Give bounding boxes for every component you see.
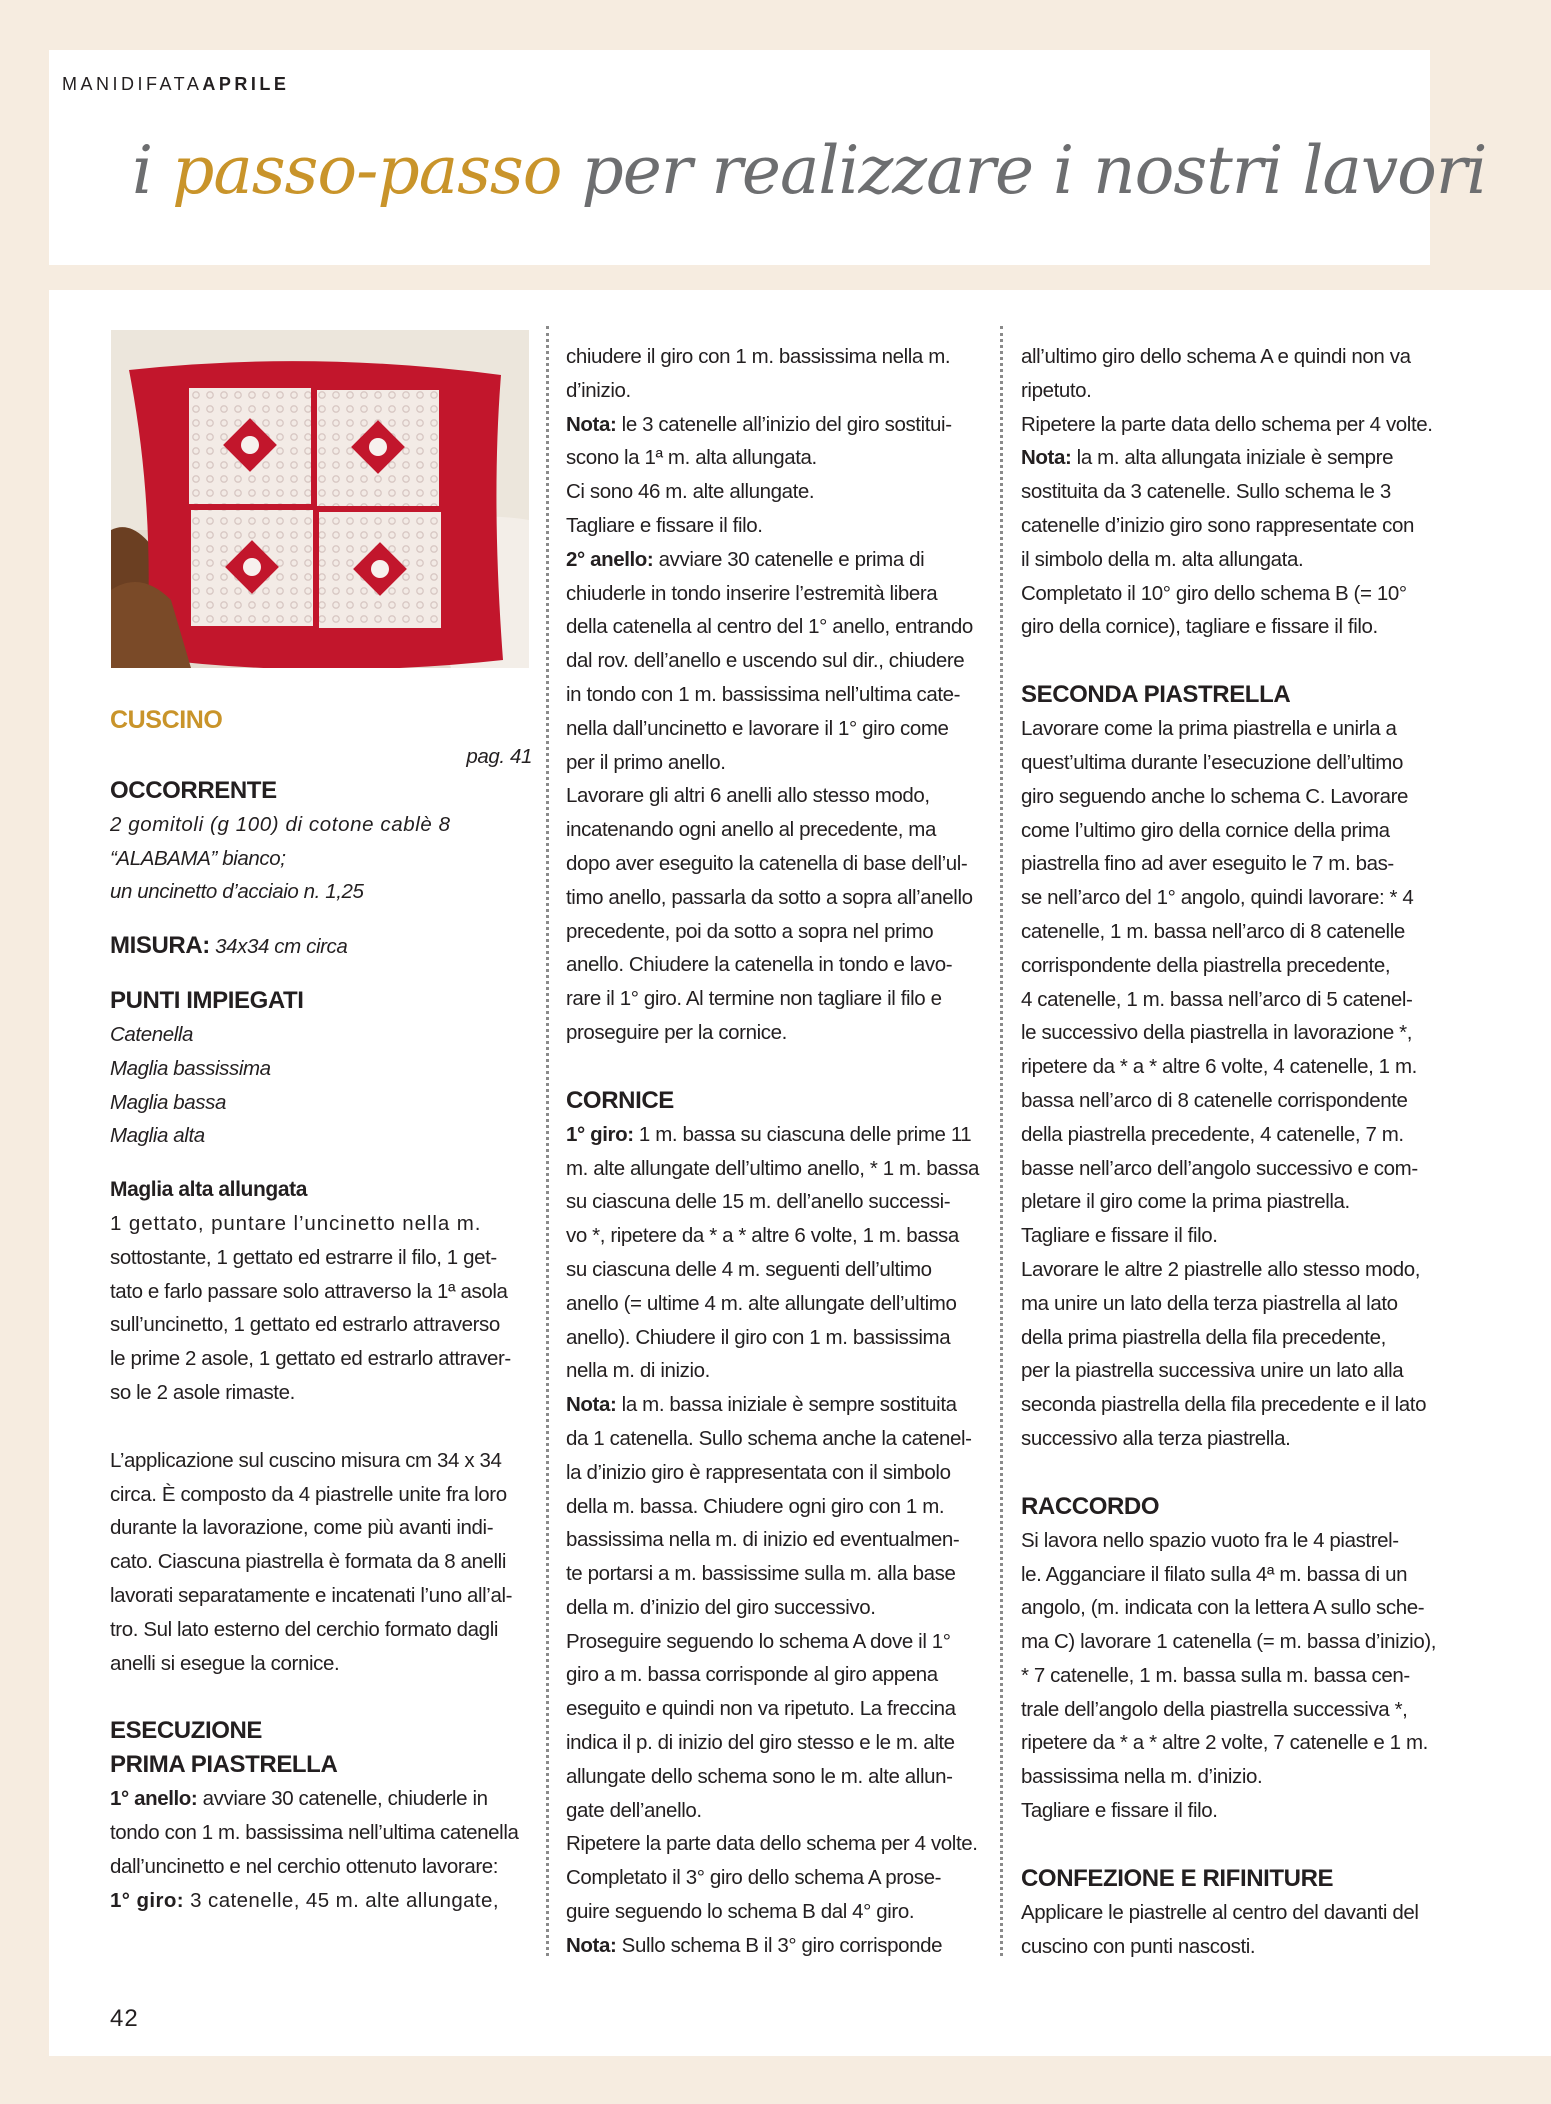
text-line: angolo, (m. indicata con la lettera A sullo sche- [1021,1596,1425,1620]
heading-punti: PUNTI IMPIEGATI [110,986,304,1014]
text-line: trale dell’angolo della piastrella successiva *, [1021,1697,1408,1721]
heading-raccordo: RACCORDO [1021,1492,1160,1520]
text-line: dal rov. dell’anello e uscendo sul dir., chiudere [566,649,965,673]
text-line: anello). Chiudere il giro con 1 m. bassissima [566,1325,951,1349]
text-line: Ripetere la parte data dello schema per 4 volte. [1021,412,1433,436]
text-line: m. alte allungate dell’ultimo anello, * 1 m. bassa [566,1156,980,1180]
text-line: bassissima nella m. di inizio ed eventualmen- [566,1528,960,1552]
text-line: circa. È composto da 4 piastrelle unite fra loro [110,1482,507,1506]
text-line: piastrella fino ad aver eseguito le 7 m. bas- [1021,852,1394,876]
text-line: allungate dello schema sono le m. alte allun- [566,1764,953,1788]
text-line: ma unire un lato della terza piastrella al lato [1021,1291,1398,1315]
text-line: anelli si esegue la cornice. [110,1651,340,1675]
heading-esecuzione: ESECUZIONE [110,1717,263,1745]
column-2 [566,340,990,1963]
text-line: 1° anello: avviare 30 catenelle, chiuderle in [110,1787,488,1811]
text-line: da 1 catenella. Sullo schema anche la catenel- [566,1426,972,1450]
text-line: ripetere da * a * altre 6 volte, 4 catenelle, 1 m. [1021,1055,1417,1079]
text-line: all’ultimo giro dello schema A e quindi non va [1021,345,1411,368]
text-line: sostituita da 3 catenelle. Sullo schema le 3 [1021,480,1391,504]
text-line: Proseguire seguendo lo schema A dove il 1° [566,1629,951,1653]
text-line: proseguire per la cornice. [566,1020,787,1044]
text-line: della piastrella precedente, 4 catenelle, 7 m. [1021,1122,1404,1146]
text-line: L’applicazione sul cuscino misura cm 34 x 34 [110,1448,502,1472]
punto-item: Catenella [110,1022,194,1046]
occorrente-line: 2 gomitoli (g 100) di cotone cablè 8 [110,812,451,836]
text-line: cato. Ciascuna piastrella è formata da 8 anelli [110,1550,506,1574]
text-line: Nota: le 3 catenelle all’inizio del giro sostitui- [566,412,952,436]
column-3 [1021,340,1445,1963]
text-line: Si lavora nello spazio vuoto fra le 4 piastrel- [1021,1528,1399,1552]
text-line: Completato il 10° giro dello schema B (= 10° [1021,581,1407,605]
text-line: corrispondente della piastrella precedente, [1021,953,1391,977]
page-reference: pag. 41 [466,745,532,768]
text-line: su ciascuna delle 15 m. dell’anello successi- [566,1190,951,1214]
text-line: bassissima nella m. d’inizio. [1021,1765,1263,1789]
text-line: eseguito e quindi non va ripetuto. La freccina [566,1697,956,1721]
text-line: giro della cornice), tagliare e fissare il filo. [1021,615,1378,639]
text-line: Tagliare e fissare il filo. [1021,1799,1218,1823]
text-line: Completato il 3° giro dello schema A prose- [566,1866,942,1890]
text-line: successivo alla terza piastrella. [1021,1426,1291,1450]
text-line: bassa nell’arco di 8 catenelle corrispondente [1021,1088,1408,1112]
text-line: te portarsi a m. bassissime sulla m. alla base [566,1562,956,1586]
text-line: nella dall’uncinetto e lavorare il 1° giro come [566,716,949,740]
section-heading-cuscino: CUSCINO [110,706,223,734]
text-line: della prima piastrella della fila precedente, [1021,1325,1386,1349]
text-line: le prime 2 asole, 1 gettato ed estrarlo attraver- [110,1347,511,1371]
heading-seconda-piastrella: SECONDA PIASTRELLA [1021,681,1291,709]
text-line: dopo aver eseguito la catenella di base dell’ul- [566,851,968,875]
text-line: Ripetere la parte data dello schema per 4 volte. [566,1832,978,1856]
punto-item: Maglia alta [110,1124,205,1148]
text-line: sull’uncinetto, 1 gettato ed estrarlo attraverso [110,1313,500,1337]
title-accent: passo-passo [172,132,562,209]
text-line: tondo con 1 m. bassissima nell’ultima catenella [110,1821,519,1845]
text-line: indica il p. di inizio del giro stesso e le m. alte [566,1731,955,1755]
text-line: 1° giro: 1 m. bassa su ciascuna delle prime 11 [566,1122,972,1146]
text-line: anello (= ultime 4 m. alte allungate dell’ultimo [566,1291,957,1315]
text-line: pletare il giro come la prima piastrella. [1021,1190,1350,1214]
punto-item: Maglia bassissima [110,1056,271,1080]
text-line: precedente, poi da sotto a sopra nel primo [566,919,934,943]
column-divider-1 [546,326,549,1956]
text-line: so le 2 asole rimaste. [110,1380,295,1404]
text-line: della catenella al centro del 1° anello, entrando [566,615,973,639]
text-line: Ci sono 46 m. alte allungate. [566,480,815,504]
text-line: la d’inizio giro è rappresentata con il simbolo [566,1460,951,1484]
cushion-photo [111,330,529,668]
text-line: 4 catenelle, 1 m. bassa nell’arco di 5 catenel- [1021,987,1413,1011]
text-line: Nota: la m. bassa iniziale è sempre sostituita [566,1393,957,1417]
text-line: tato e farlo passare solo attraverso la 1ª asola [110,1279,508,1303]
text-line: guire seguendo lo schema B dal 4° giro. [566,1900,915,1924]
misura-line: MISURA: 34x34 cm circa [110,932,348,960]
text-line: incatenando ogni anello al precedente, ma [566,818,936,842]
text-line: nella m. di inizio. [566,1359,710,1383]
text-line: Lavorare le altre 2 piastrelle allo stesso modo, [1021,1257,1420,1281]
text-line: cuscino con punti nascosti. [1021,1934,1256,1958]
occorrente-line: “ALABAMA” bianco; [110,846,286,870]
text-line: * 7 catenelle, 1 m. bassa sulla m. bassa cen- [1021,1663,1410,1687]
heading-cornice: CORNICE [566,1086,674,1114]
text-line: Nota: la m. alta allungata iniziale è sempre [1021,446,1394,470]
text-line: il simbolo della m. alta allungata. [1021,547,1304,571]
page-number: 42 [110,2005,139,2032]
text-line: come l’ultimo giro della cornice della prima [1021,818,1390,842]
text-line: della m. bassa. Chiudere ogni giro con 1 m. [566,1494,945,1518]
heading-maglia-alta-allungata: Maglia alta allungata [110,1178,307,1202]
text-line: ripetuto. [1021,378,1092,402]
punto-item: Maglia bassa [110,1090,226,1114]
text-line: su ciascuna delle 4 m. seguenti dell’ultimo [566,1257,932,1281]
occorrente-line: un uncinetto d’acciaio n. 1,25 [110,880,364,904]
text-line: Nota: Sullo schema B il 3° giro corrisponde [566,1933,943,1957]
heading-confezione: CONFEZIONE E RIFINITURE [1021,1864,1334,1892]
text-line: Lavorare come la prima piastrella e unirla a [1021,717,1397,741]
text-line: scono la 1ª m. alta allungata. [566,446,817,470]
text-line: catenelle, 1 m. bassa nell’arco di 8 catenelle [1021,919,1405,943]
text-line: 1° giro: 3 catenelle, 45 m. alte allungate, [110,1888,499,1912]
text-line: vo *, ripetere da * a * altre 6 volte, 1 m. bassa [566,1224,959,1248]
text-line: catenelle d’inizio giro sono rappresentate con [1021,513,1415,537]
text-line: d’inizio. [566,378,631,402]
text-line: timo anello, passarla da sotto a sopra all’anello [566,885,973,909]
text-line: le. Agganciare il filato sulla 4ª m. bassa di un [1021,1562,1408,1586]
text-line: se nell’arco del 1° angolo, quindi lavorare: * 4 [1021,886,1414,910]
text-line: 2° anello: avviare 30 catenelle e prima di [566,547,925,571]
text-line: Tagliare e fissare il filo. [566,513,763,537]
text-line: ma C) lavorare 1 catenella (= m. bassa d’inizio), [1021,1630,1437,1654]
text-line: dall’uncinetto e nel cerchio ottenuto lavorare: [110,1854,499,1878]
text-line: in tondo con 1 m. bassissima nell’ultima cate- [566,682,961,706]
heading-occorrente: OCCORRENTE [110,776,277,804]
text-line: 1 gettato, puntare l’uncinetto nella m. [110,1211,482,1235]
text-line: tro. Sul lato esterno del cerchio formato dagli [110,1617,498,1641]
text-line: giro seguendo anche lo schema C. Lavorare [1021,784,1409,808]
text-line: per la piastrella successiva unire un lato alla [1021,1359,1404,1383]
text-line: Applicare le piastrelle al centro del davanti del [1021,1900,1419,1924]
column-1 [110,700,532,1918]
text-line: della m. d’inizio del giro successivo. [566,1595,876,1619]
heading-prima-piastrella: PRIMA PIASTRELLA [110,1751,338,1779]
text-line: Lavorare gli altri 6 anelli allo stesso modo, [566,784,930,808]
text-line: le successivo della piastrella in lavorazione *, [1021,1021,1413,1045]
page-title: i passo-passo per realizzare i nostri lavori [132,132,1487,209]
text-line: rare il 1° giro. Al termine non tagliare il filo e [566,987,942,1011]
text-line: gate dell’anello. [566,1798,702,1822]
text-line: Tagliare e fissare il filo. [1021,1224,1218,1248]
text-line: seconda piastrella della fila precedente e il lato [1021,1393,1427,1417]
text-line: sottostante, 1 gettato ed estrarre il filo, 1 get- [110,1245,497,1269]
text-line: giro a m. bassa corrisponde al giro appena [566,1663,938,1687]
text-line: chiudere il giro con 1 m. bassissima nella m. [566,345,951,368]
text-line: lavorati separatamente e incatenati l’uno all’al- [110,1583,513,1607]
column-divider-2 [1000,326,1003,1956]
text-line: anello. Chiudere la catenella in tondo e lavo- [566,953,953,977]
text-line: ripetere da * a * altre 2 volte, 7 catenelle e 1 m. [1021,1731,1428,1755]
text-line: durante la lavorazione, come più avanti indi- [110,1516,494,1540]
text-line: basse nell’arco dell’angolo successivo e com- [1021,1156,1418,1180]
text-line: per il primo anello. [566,750,726,774]
text-line: quest’ultima durante l’esecuzione dell’ultimo [1021,750,1403,774]
magazine-kicker: MANIDIFATAAPRILE [62,74,290,94]
text-line: chiuderle in tondo inserire l’estremità libera [566,581,938,605]
